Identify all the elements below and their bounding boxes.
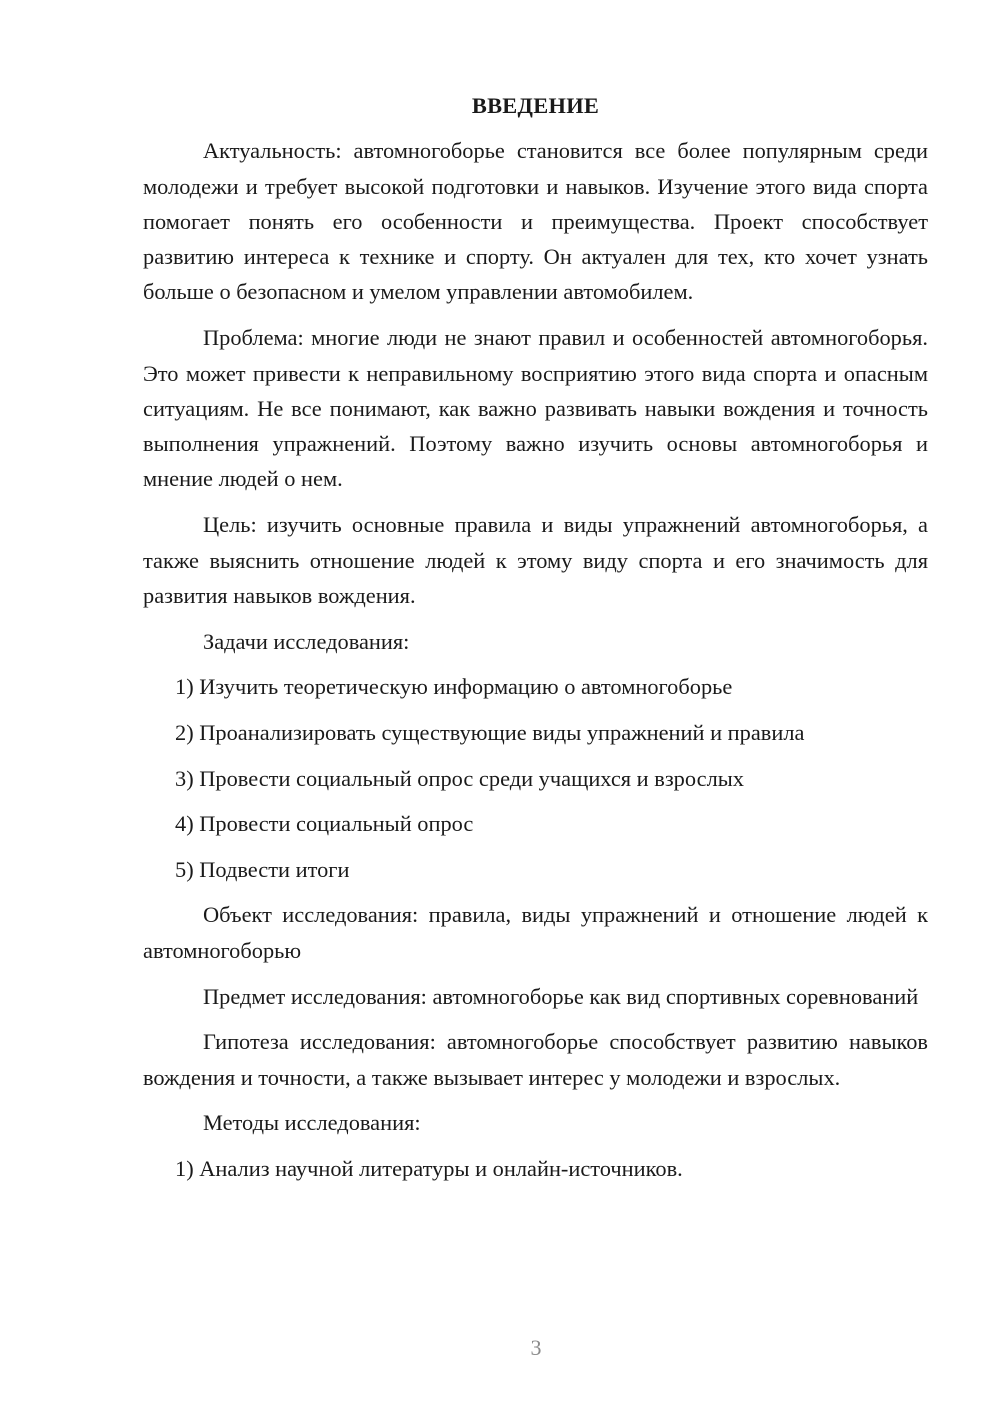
page-title: ВВЕДЕНИЕ: [471, 93, 600, 118]
page-number: 3: [530, 1335, 542, 1360]
tasks-title: Задачи исследования:: [203, 628, 410, 654]
subject-paragraph: Предмет исследования: автомногоборье как вид спортивных соревнований: [203, 983, 919, 1009]
object-paragraph: Объект исследования: правила, виды упражнений и отношение людей к автомногоборью: [143, 902, 928, 963]
list-item: 3) Провести социальный опрос среди учащихся и взрослых: [175, 765, 744, 791]
goal-paragraph: Цель: изучить основные правила и виды упражнений автомногоборья, а также выяснить отношение людей к этому виду спорта и его значимость для развития навыков вождения.: [143, 512, 928, 608]
document-page: [143, 88, 928, 1197]
methods-title: Методы исследования:: [203, 1110, 421, 1136]
list-item: 1) Изучить теоретическую информацию о автомногоборье: [175, 674, 733, 700]
list-item: 5) Подвести итоги: [175, 856, 350, 882]
list-item: 2) Проанализировать существующие виды упражнений и правила: [175, 720, 805, 746]
relevance-paragraph: Актуальность: автомногоборье становится все более популярным среди молодежи и требует высокой подготовки и навыков. Изучение этого вида спорта помогает понять его особенности и преимущества. Проект способствует развитию интереса к технике и спорту. Он актуален для тех, кто хочет узнать больше о безопасном и умелом управлении автомобилем.: [143, 138, 928, 305]
methods-list: [143, 1151, 928, 1186]
problem-paragraph: Проблема: многие люди не знают правил и особенностей автомногоборья. Это может привести к неправильному восприятию этого вида спорта и опасным ситуациям. Не все понимают, как важно развивать навыки вождения и точность выполнения упражнений. Поэтому важно изучить основы автомногоборья и мнение людей о нем.: [143, 325, 928, 492]
hypothesis-paragraph: Гипотеза исследования: автомногоборье способствует развитию навыков вождения и точности, а также вызывает интерес у молодежи и взрослых.: [143, 1029, 928, 1090]
tasks-list: [143, 669, 928, 887]
list-item: 4) Провести социальный опрос: [175, 811, 474, 837]
list-item: 1) Анализ научной литературы и онлайн-источников.: [175, 1156, 683, 1182]
